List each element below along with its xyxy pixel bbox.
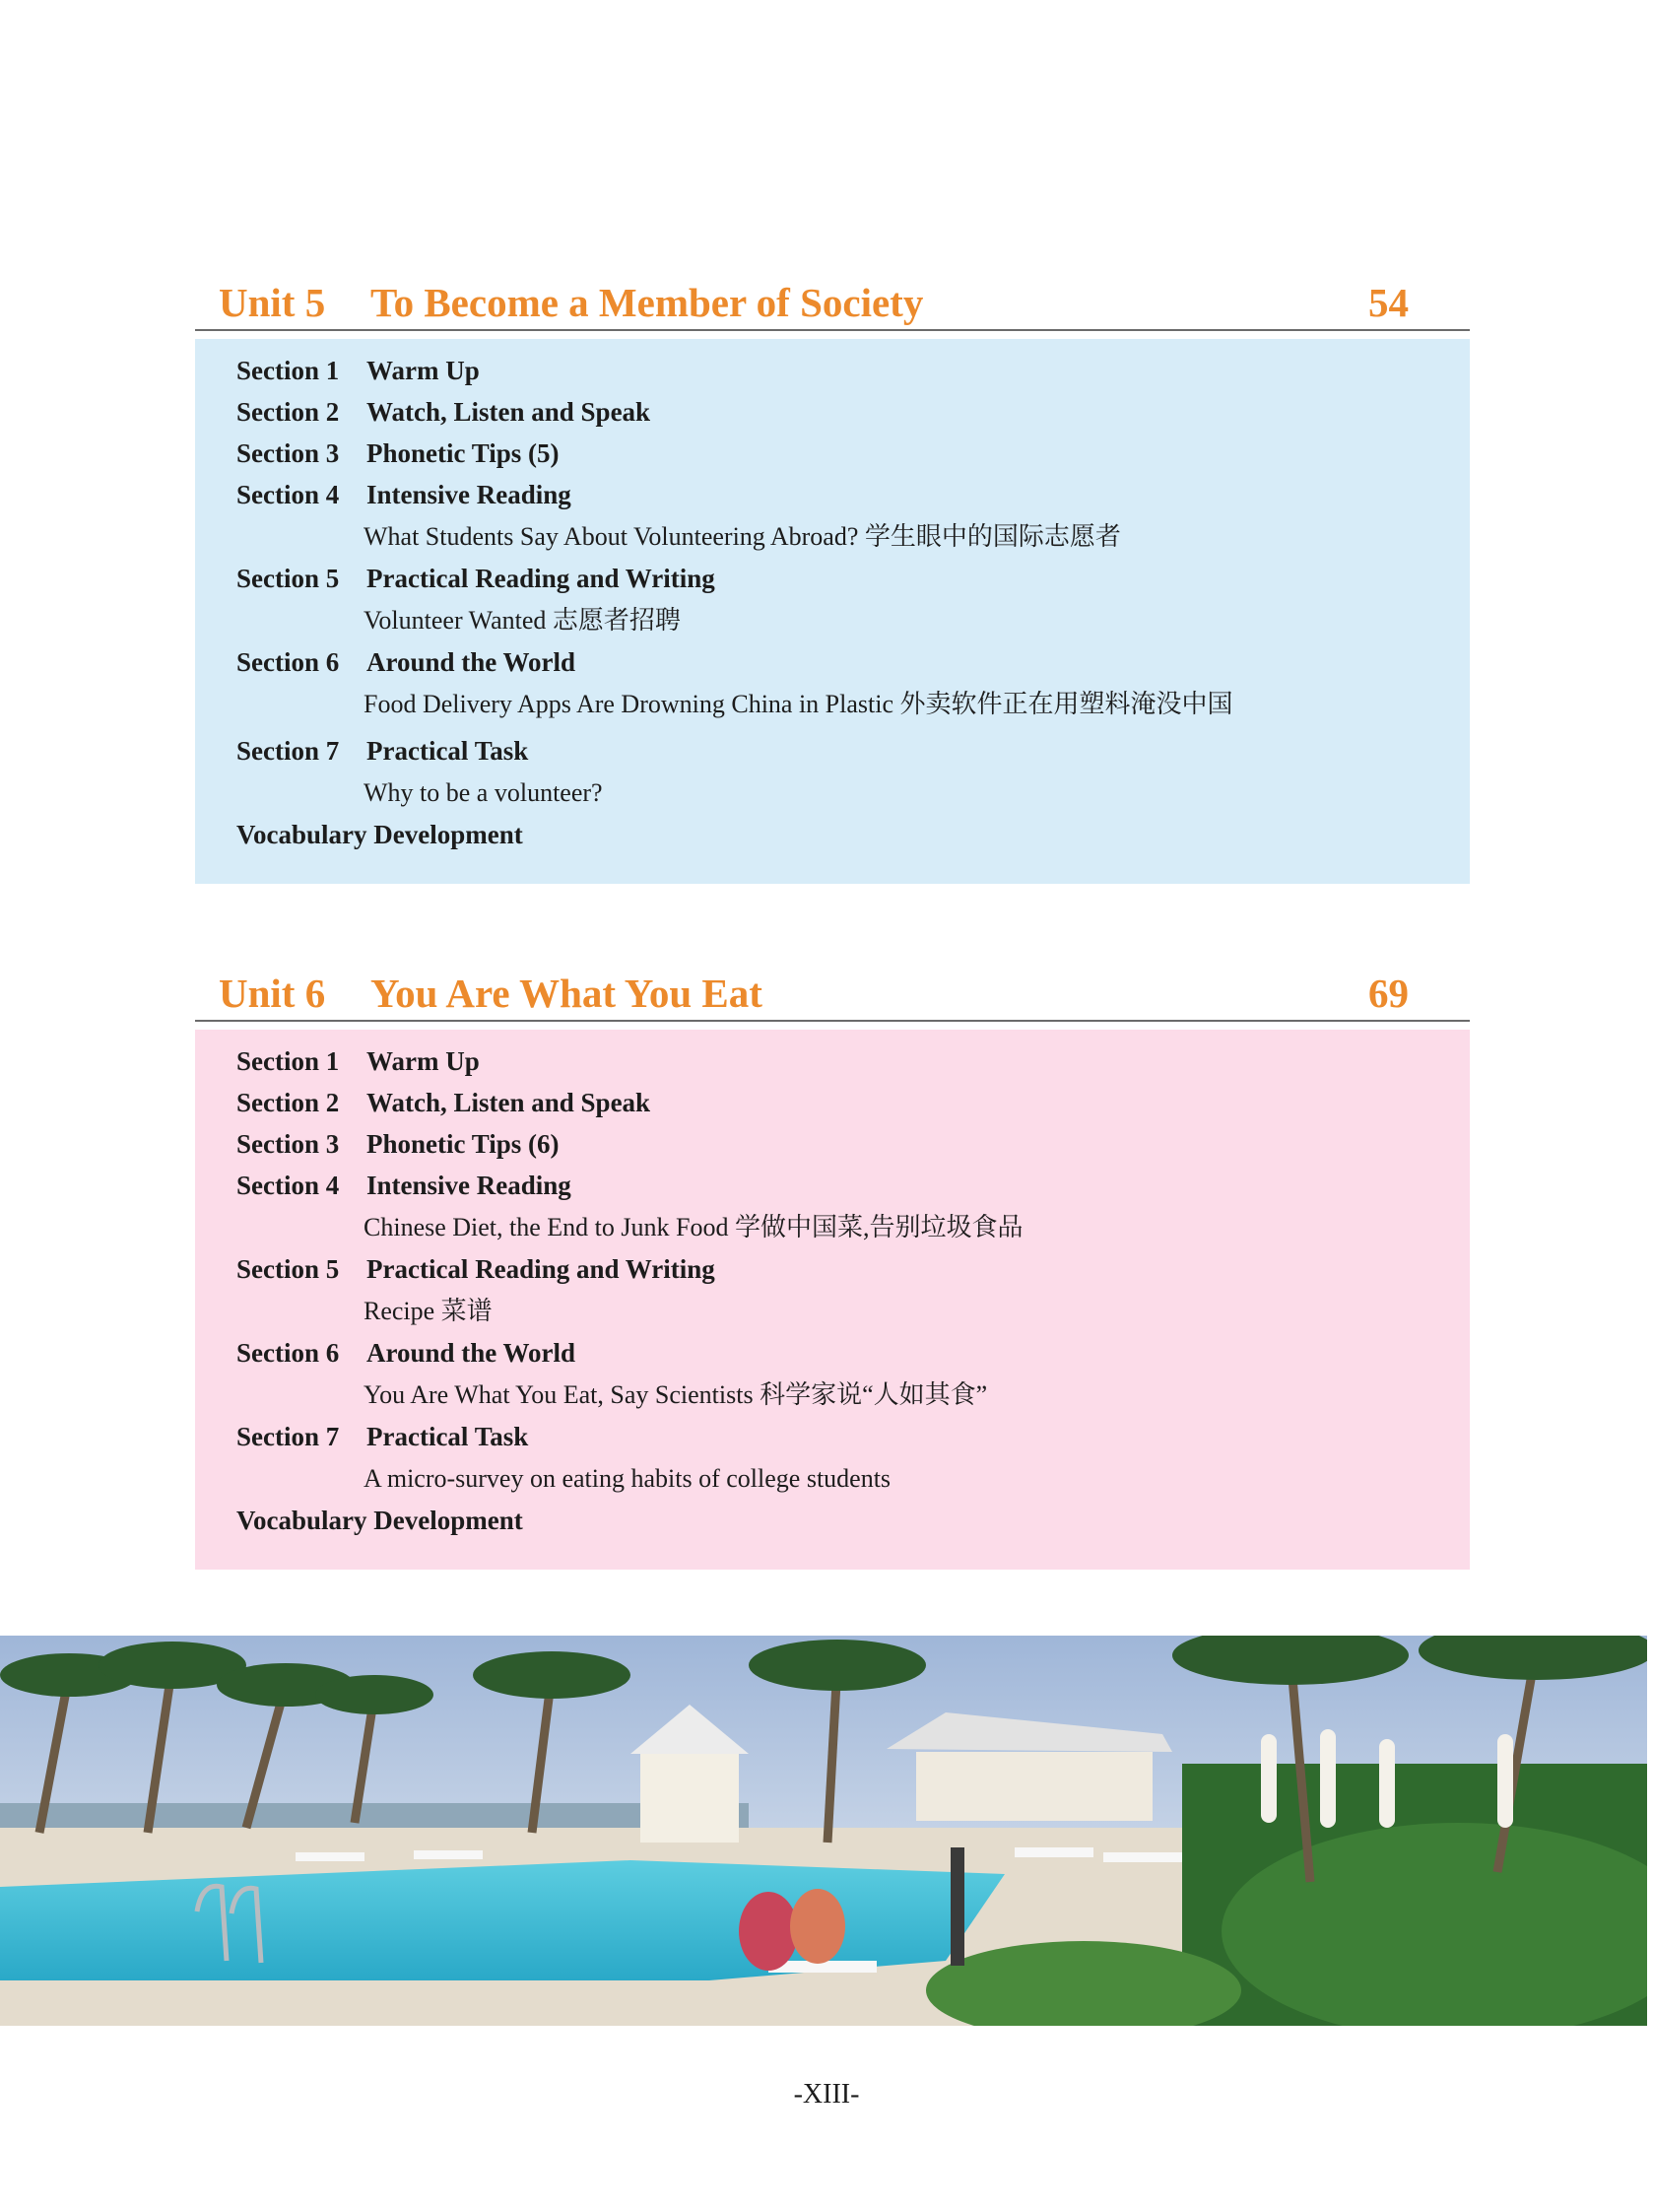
section-title: Intensive Reading	[366, 1171, 571, 1200]
section-title: Around the World	[366, 647, 576, 677]
section-title: Around the World	[366, 1338, 576, 1368]
section-row[interactable]	[195, 1249, 1470, 1291]
section-subtitle: Food Delivery Apps Are Drowning China in Plastic 外卖软件正在用塑料淹没中国	[364, 690, 1233, 718]
section-label: Section 6	[236, 647, 340, 677]
vocabulary-row[interactable]	[195, 815, 1470, 856]
section-subtitle-row[interactable]	[195, 1458, 1470, 1501]
section-row[interactable]	[195, 1417, 1470, 1458]
section-subtitle: What Students Say About Volunteering Abroad? 学生眼中的国际志愿者	[364, 522, 1121, 551]
section-label: Section 6	[236, 1338, 340, 1368]
section-label: Section 7	[236, 736, 340, 766]
section-subtitle-row[interactable]	[195, 772, 1470, 815]
section-title: Phonetic Tips (5)	[366, 438, 560, 468]
section-subtitle-row[interactable]	[195, 516, 1470, 559]
section-subtitle: A micro-survey on eating habits of college students	[364, 1464, 892, 1493]
vocabulary-development: Vocabulary Development	[236, 1506, 523, 1535]
section-title: Warm Up	[366, 1046, 480, 1076]
section-subtitle: Chinese Diet, the End to Junk Food 学做中国菜,告别垃圾食品	[364, 1213, 1024, 1241]
unit-title: You Are What You Eat	[370, 971, 762, 1016]
unit-number: Unit 6	[219, 971, 326, 1016]
section-label: Section 2	[236, 1088, 340, 1117]
section-subtitle-row[interactable]	[195, 684, 1470, 726]
unit-page-number: 54	[1368, 280, 1409, 325]
section-title: Practical Reading and Writing	[366, 1254, 715, 1284]
section-label: Section 3	[236, 438, 340, 468]
section-row[interactable]	[195, 1083, 1470, 1124]
section-row[interactable]	[195, 351, 1470, 392]
vocabulary-development: Vocabulary Development	[236, 820, 523, 849]
section-label: Section 4	[236, 480, 340, 509]
section-title: Watch, Listen and Speak	[366, 397, 651, 427]
section-row[interactable]	[195, 559, 1470, 600]
section-row[interactable]	[195, 475, 1470, 516]
unit-number: Unit 5	[219, 280, 326, 325]
section-subtitle-row[interactable]	[195, 600, 1470, 642]
unit-contents-box	[195, 339, 1470, 884]
section-row[interactable]	[195, 1166, 1470, 1207]
section-title: Phonetic Tips (6)	[366, 1129, 560, 1159]
section-subtitle: Recipe 菜谱	[364, 1297, 493, 1325]
section-label: Section 3	[236, 1129, 340, 1159]
section-subtitle-row[interactable]	[195, 1207, 1470, 1249]
section-title: Practical Task	[366, 736, 529, 766]
section-subtitle: Volunteer Wanted 志愿者招聘	[364, 606, 681, 635]
section-row[interactable]	[195, 434, 1470, 475]
unit-header	[195, 276, 1470, 331]
section-label: Section 1	[236, 356, 340, 385]
section-title: Practical Task	[366, 1422, 529, 1451]
section-label: Section 4	[236, 1171, 340, 1200]
section-title: Warm Up	[366, 356, 480, 385]
section-row[interactable]	[195, 1333, 1470, 1374]
section-row[interactable]	[195, 1124, 1470, 1166]
page-number: -XIII-	[793, 2079, 860, 2110]
vocabulary-row[interactable]	[195, 1501, 1470, 1542]
section-label: Section 5	[236, 564, 340, 593]
section-row[interactable]	[195, 731, 1470, 772]
section-label: Section 7	[236, 1422, 340, 1451]
section-title: Intensive Reading	[366, 480, 571, 509]
section-label: Section 2	[236, 397, 340, 427]
section-title: Practical Reading and Writing	[366, 564, 715, 593]
unit-title: To Become a Member of Society	[370, 280, 924, 325]
unit-header	[195, 967, 1470, 1022]
section-subtitle: You Are What You Eat, Say Scientists 科学家说“人如其食”	[364, 1380, 988, 1409]
resort-pool-photo	[0, 1636, 1647, 2026]
section-subtitle: Why to be a volunteer?	[364, 778, 603, 807]
unit-6-block	[195, 967, 1470, 1570]
unit-contents-box	[195, 1030, 1470, 1570]
unit-page-number: 69	[1368, 971, 1409, 1016]
section-subtitle-row[interactable]	[195, 1291, 1470, 1333]
section-title: Watch, Listen and Speak	[366, 1088, 651, 1117]
section-row[interactable]	[195, 392, 1470, 434]
section-row[interactable]	[195, 642, 1470, 684]
section-label: Section 5	[236, 1254, 340, 1284]
section-subtitle-row[interactable]	[195, 1374, 1470, 1417]
section-label: Section 1	[236, 1046, 340, 1076]
section-row[interactable]	[195, 1041, 1470, 1083]
unit-5-block	[195, 276, 1470, 884]
